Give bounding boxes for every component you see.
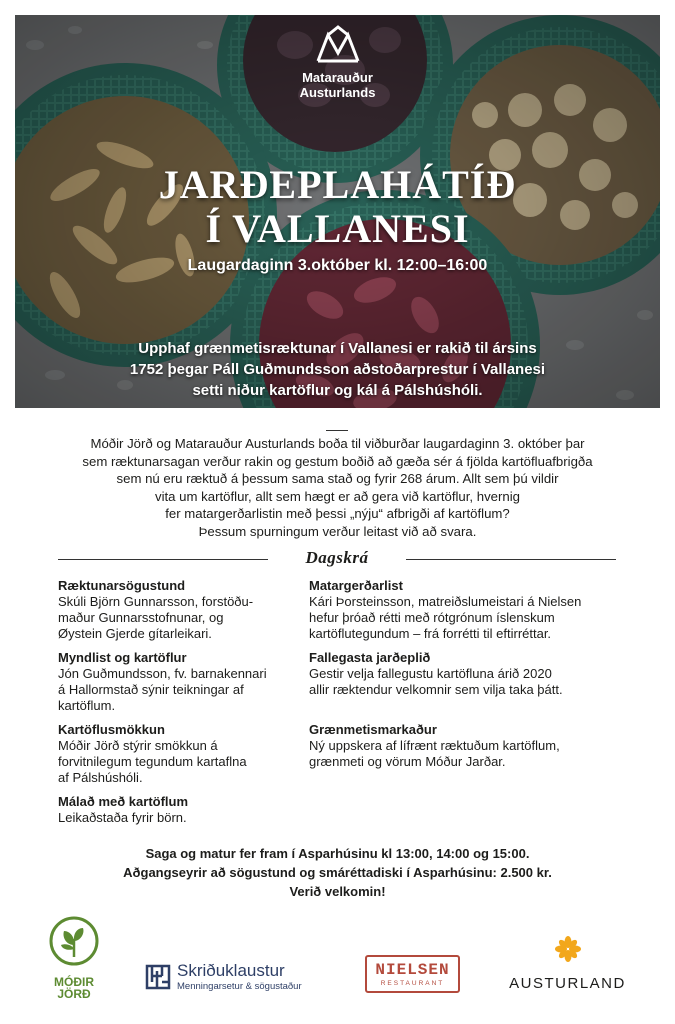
intro-line: Móðir Jörð og Matarauður Austurlands boða til viðburðar laugardaginn 3. október þar <box>90 436 585 451</box>
footer-line: Saga og matur fer fram í Asparhúsinu kl 13:00, 14:00 og 15:00. <box>145 846 530 861</box>
schedule-item-line: af Pálshúshóli. <box>58 770 143 785</box>
footer-line: Aðgangseyrir að sögustund og smáréttadiski í Asparhúsinu: 2.500 kr. <box>123 865 552 880</box>
nielsen-logo <box>365 955 460 993</box>
schedule-item-title: Grænmetismarkaður <box>309 722 437 737</box>
hero-photo <box>15 15 660 408</box>
intro-line: Þessum spurningum verður leitast við að svara. <box>198 523 477 539</box>
intro-line: sem nú eru ræktuð á þessum sama stað og fyrir 268 árum. Allt sem þú vildir <box>116 471 559 486</box>
schedule-item-line: forvitnilegum tegundum kartaflna <box>58 754 247 769</box>
schedule-item-line: kartöflum. <box>58 698 116 713</box>
intro-line: fer matargerðarlistin með þessi „nýju“ afbrigði af kartöflum? <box>165 506 510 521</box>
schedule-item <box>58 650 328 714</box>
brand-name <box>15 70 660 100</box>
schedule-item-title: Málað með kartöflum <box>58 794 189 809</box>
nielsen-sub: RESTAURANT <box>380 980 445 987</box>
star-icon <box>554 935 582 963</box>
schedule-item <box>309 722 629 770</box>
brand-name-line1: Matarauður <box>302 70 373 85</box>
austurland-name: AUSTURLAND <box>509 975 626 992</box>
schedule-item-line: allir ræktendur velkomnir sem vilja taka þátt. <box>309 682 563 697</box>
schedule-item-title: Kartöflusmökkun <box>58 722 165 737</box>
schedule-item-line: á Hallormstað sýnir teikningar af <box>58 682 244 697</box>
intro-line: sem ræktunarsagan verður rakin og gestum boðið að gæða sér á fjölda kartöfluafbrigða <box>82 453 593 469</box>
skriduklaustur-sub: Menningarsetur & sögustaður <box>177 981 302 992</box>
nielsen-name: NIELSEN <box>375 961 450 979</box>
matarauður-logo <box>15 25 660 70</box>
brand-name-line2: Austurlands <box>299 85 376 100</box>
schedule-item <box>58 722 328 786</box>
schedule-item-line: grænmeti og vörum Móður Jarðar. <box>309 754 506 769</box>
divider <box>326 430 348 431</box>
schedule-item-line: kartöflutegundum – frá forrétti til eftirréttar. <box>309 626 552 641</box>
schedule-item-line: Øystein Gjerde gítarleikari. <box>58 626 212 641</box>
schedule-item-line: hefur þróað rétti með rótgrónum íslenskum <box>309 610 555 625</box>
schedule-item-line: Ný uppskera af lífrænt ræktuðum kartöflum, <box>309 738 560 753</box>
modir-line1: MÓÐIR <box>54 975 94 989</box>
hero-line: 1752 þegar Páll Guðmundsson aðstoðarprestur í Vallanesi <box>129 361 546 378</box>
event-date: Laugardaginn 3.október kl. 12:00–16:00 <box>187 257 488 274</box>
schedule-item-line: Gestir velja fallegustu kartöfluna árið 2020 <box>309 666 552 681</box>
title-line2: Í VALLANESI <box>205 206 470 251</box>
schedule-heading <box>58 548 616 570</box>
mountain-logo-icon <box>316 25 360 65</box>
austurland-logo <box>505 935 630 995</box>
schedule-item-line: maður Gunnarsstofnunar, og <box>58 610 224 625</box>
skriduklaustur-name: Skriðuklaustur <box>177 961 285 980</box>
footer-welcome: Verið velkomin! <box>289 884 386 899</box>
schedule-item <box>58 794 328 826</box>
intro-line: vita um kartöflur, allt sem hægt er að gera við kartöflur, hvernig <box>154 488 521 504</box>
schedule-item <box>309 578 629 642</box>
schedule-item <box>58 578 328 642</box>
sprout-icon <box>48 915 100 967</box>
schedule-item-line: Móðir Jörð stýrir smökkun á <box>58 738 218 753</box>
title-line1: JARÐEPLAHÁTÍÐ <box>158 162 517 207</box>
hero-line: setti niður kartöflur og kál á Pálshúshóli. <box>192 382 483 399</box>
schedule-item-title: Matargerðarlist <box>309 578 403 593</box>
hero-line: Upphaf grænmetisræktunar í Vallanesi er rakið til ársins <box>138 340 537 357</box>
schedule-item-title: Myndlist og kartöflur <box>58 650 187 665</box>
modir-jord-logo <box>48 915 100 1001</box>
schedule-item-line: Kári Þorsteinsson, matreiðslumeistari á Nielsen <box>309 594 582 609</box>
schedule-item-line: Leikaðstaða fyrir börn. <box>58 810 187 825</box>
skriduklaustur-logo <box>145 962 325 992</box>
schedule-item-title: Fallegasta jarðeplið <box>309 650 431 665</box>
schedule-item-title: Ræktunarsögustund <box>58 578 186 593</box>
modir-line2: JÖRÐ <box>57 987 91 1001</box>
schedule-heading-text: Dagskrá <box>305 548 369 567</box>
schedule-item-line: Jón Guðmundsson, fv. barnakennari <box>58 666 267 681</box>
intro-text <box>40 435 635 540</box>
schedule-item-line: Skúli Björn Gunnarsson, forstöðu- <box>58 594 254 609</box>
schedule-item <box>309 650 629 698</box>
divider <box>406 559 616 560</box>
maze-icon <box>145 964 171 990</box>
